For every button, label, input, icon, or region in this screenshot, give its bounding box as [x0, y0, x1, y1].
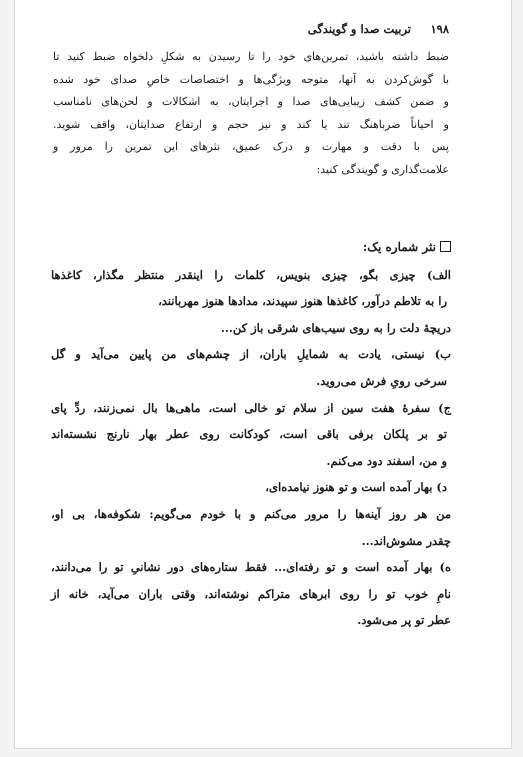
- prose-line: ه) بهار آمده است و تو رفته‌ای... فقط ستاره‌های دور نشانیِ تو را می‌دانند،: [51, 560, 451, 575]
- checkbox-icon: [440, 241, 451, 252]
- prose-line: نامِ خوب تو را روی ابرهای متراکم نوشته‌اند، وقتی باران می‌آید، خانه از: [51, 586, 451, 601]
- section-heading-text: نثر شماره یک:: [362, 240, 436, 254]
- intro-paragraph: [53, 46, 449, 181]
- intro-line: و ضمن کشف زیبایی‌های صدا و اجرایتان، به اشکالات و لحن‌های نامناسب: [53, 95, 449, 108]
- prose-line: سرخی رویِ فرش می‌روید.: [316, 373, 447, 388]
- intro-line: با گوش‌کردن به آنها، متوجه ویژگی‌ها و اختصاصات خاصِ صدای خود شده: [53, 72, 449, 86]
- prose-line: من هر روز آینه‌ها را مرور می‌کنم و با خودم می‌گویم: شکوفه‌ها، بی او،: [51, 506, 451, 521]
- page-number: ۱۹۸: [430, 22, 449, 36]
- prose-section: [51, 234, 451, 634]
- intro-line: علامت‌گذاری و گویندگی کنید:: [316, 162, 449, 176]
- section-heading: [51, 234, 451, 261]
- book-page: [14, 0, 512, 749]
- prose-line: الف) چیزی بگو، چیزی بنویس، کلمات را اینقدر منتظر مگذار، کاغذها: [51, 267, 451, 282]
- prose-line: را به تلاطم درآور، کاغذها هنوز سپیدند، مدادها هنوز مهربانند،: [158, 294, 447, 309]
- prose-line: تو بر پلکان برفی باقی است، کودکانت روی عطر بهار نارنج نشسته‌اند: [51, 427, 447, 442]
- prose-line: د) بهار آمده است و تو هنوز نیامده‌ای،: [265, 480, 447, 495]
- intro-line: ضبط داشته باشید، تمرین‌های خود را تا رسیدن به شکلِ دلخواه ضبط کنید تا: [53, 50, 449, 63]
- prose-line: ب) نیستی، یادت به شمایلِ باران، از چشم‌های من پایین می‌آید و گل: [51, 347, 451, 362]
- prose-line: چقدر مشوش‌اند...: [361, 533, 451, 548]
- prose-line: ج) سفرهٔ هفت سین از سلام تو خالی است، ماهی‌ها بال نمی‌زنند، ردِّ پای: [51, 400, 451, 415]
- intro-line: پس با دقت و مهارت و درک عمیق، نثرهای این تمرین را مرور و: [53, 140, 449, 153]
- intro-line: و احیاناً ضرباهنگ تند یا کند و نیز حجم و ارتفاع صدایتان، واقف شوید.: [53, 117, 449, 131]
- prose-line: دریچهٔ دلت را به روی سیب‌های شرقی باز کن...: [220, 320, 451, 335]
- prose-line: و من، اسفند دود می‌کنم.: [326, 453, 447, 468]
- running-title: تربیت صدا و گویندگی: [307, 22, 411, 36]
- prose-line: عطر تو پر می‌شود.: [357, 613, 451, 628]
